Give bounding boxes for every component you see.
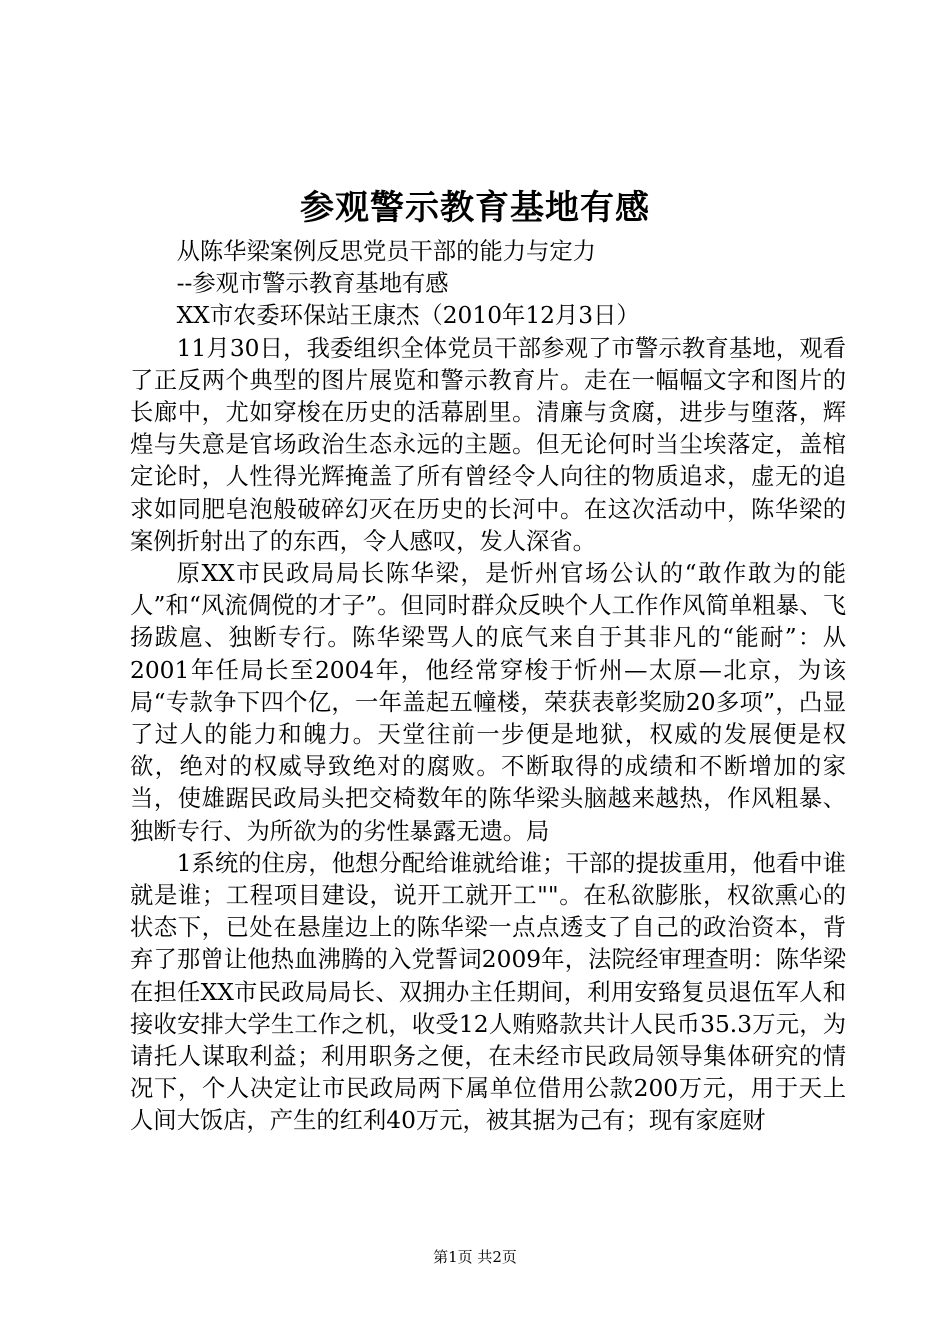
body-paragraph: 1系统的住房，他想分配给谁就给谁；干部的提拔重用，他看中谁就是谁；工程项目建设，说开工就开工""。在私欲膨胀，权欲熏心的状态下，已处在悬崖边上的陈华梁一点点透支了自己的政治资本，背弃了那曾让他热血沸腾的入党誓词2009年，法院经审理查明：陈华梁在担任XX市民政局局长、双拥办主任期间，利用安臵复员退伍军人和接收安排大学生工作之机，收受12人贿赂款共计人民币35.3万元，为请托人谋取利益；利用职务之便，在未经市民政局领导集体研究的情况下，个人决定让市民政局两下属单位借用公款200万元，用于天上人间大饭店，产生的红利40万元，被其据为己有；现有家庭财 [130, 849, 846, 1135]
document-body [130, 236, 846, 1138]
document-title: 参观警示教育基地有感 [300, 188, 650, 228]
byline: XX市农委环保站王康杰（2010年12月3日） [176, 302, 640, 330]
subtitle-line: --参观市警示教育基地有感 [176, 270, 449, 298]
body-paragraph: 原XX市民政局局长陈华梁，是忻州官场公认的“敢作敢为的能人”和“风流倜傥的才子”。但同时群众反映个人工作作风简单粗暴、飞扬跋扈、独断专行。陈华梁骂人的底气来自于其非凡的“能耐”：从2001年任局长至2004年，他经常穿梭于忻州—太原—北京，为该局“专款争下四个亿，一年盖起五幢楼，荣获表彰奖励20多项”，凸显了过人的能力和魄力。天堂往前一步便是地狱，权威的发展便是权欲，绝对的权威导致绝对的腐败。不断取得的成绩和不断增加的家当，使雄踞民政局头把交椅数年的陈华梁头脑越来越热，作风粗暴、独断专行、为所欲为的劣性暴露无遗。局 [130, 560, 846, 845]
page-footer: 第1页 共2页 [433, 1248, 517, 1266]
body-paragraph: 11月30日，我委组织全体党员干部参观了市警示教育基地，观看了正反两个典型的图片展览和警示教育片。走在一幅幅文字和图片的长廊中，尤如穿梭在历史的活幕剧里。清廉与贪腐，进步与堕落，辉煌与失意是官场政治生态永远的主题。但无论何时当尘埃落定，盖棺定论时，人性得光辉掩盖了所有曾经令人向往的物质追求，虚无的追求如同肥皂泡般破碎幻灭在历史的长河中。在这次活动中，陈华梁的案例折射出了的东西，令人感叹，发人深省。 [130, 334, 846, 555]
subtitle-line: 从陈华梁案例反思党员干部的能力与定力 [176, 238, 596, 265]
